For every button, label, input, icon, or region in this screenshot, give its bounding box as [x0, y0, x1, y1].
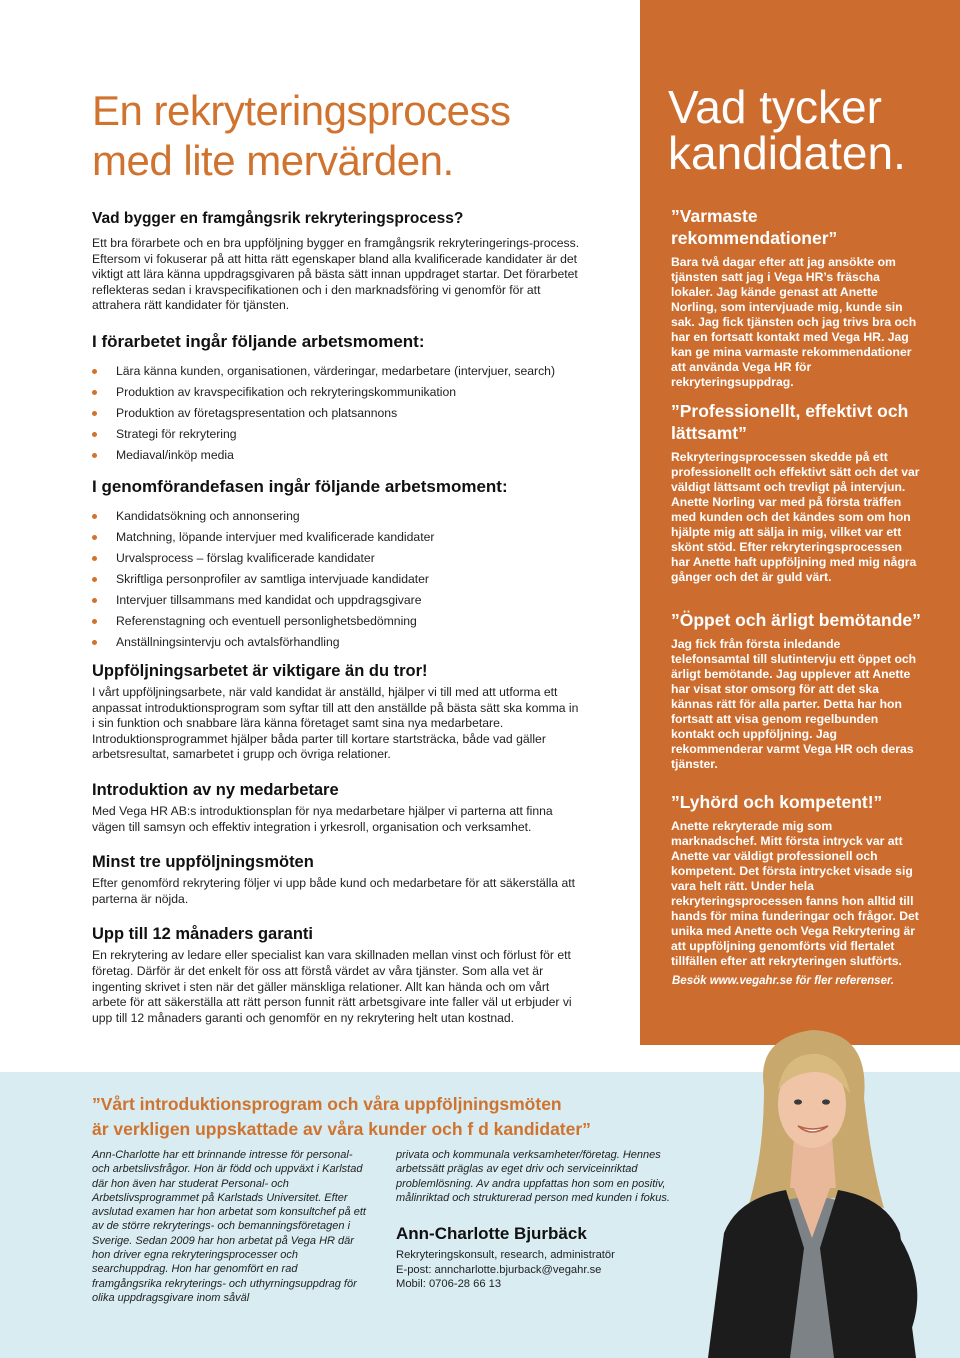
- person-email: E-post: anncharlotte.bjurback@vegahr.se: [396, 1263, 602, 1276]
- pull-quote: ”Vårt introduktionsprogram och våra uppföljningsmöten är verkligen uppskattade av våra kunder och f d kandidater”: [92, 1094, 591, 1139]
- section-heading-execution: I genomförandefasen ingår följande arbetsmoment:: [92, 476, 508, 496]
- bio-left: Ann-Charlotte har ett brinnande intresse för personal- och arbetslivsfrågor. Hon är född och uppväxt i Karlstad där hon även har studerat Personal- och Arbetslivsprogrammet på Karlstads Universitet. Efter avslutad examen har hon arbetat som konsultchef på ett av de större rekryterings- och bemanningsföretagen i Sverige. Sedan 2009 har hon arbetat på Vega HR där hon driver egna rekryteringsprocesser och searchuppdrag. Hon har genomfört en rad framgångsrika rekryterings- och uthyrningsuppdrag för olika uppdragsgivare inom såväl: [92, 1149, 366, 1304]
- main-column: [92, 86, 580, 1026]
- list-item: Produktion av kravspecifikation och rekryteringskommunikation: [92, 385, 580, 400]
- person-contact: [396, 1248, 615, 1292]
- testimonial-4: [671, 791, 921, 969]
- page-title: [92, 86, 580, 186]
- bullet-icon: [92, 556, 97, 561]
- list-item: Kandidatsökning och annonsering: [92, 509, 580, 524]
- testimonial-heading: ”Varmaste rekommendationer”: [671, 206, 838, 248]
- list-item: Produktion av företagspresentation och platsannons: [92, 406, 580, 421]
- introduction-paragraph: Med Vega HR AB:s introduktionsplan för nya medarbetare hjälper vi parterna att finna vägen till samsyn och effektiv integration i yrkesroll, organisation och verksamhet.: [92, 803, 553, 834]
- guarantee-paragraph: En rekrytering av ledare eller specialist kan vara skillnaden mellan vinst och förlust för ett företag. Därför är det enkelt för oss att förstå värdet av våra tjänster. Som alla vet är ingenting skrivet i sten när det gäller mänskliga relationer. Allt kan hända och om vårt arbete för att säkerställa att rätt person funnit rätt arbetsgivare inte faller väl ut erbjuder vi upp till 12 månaders garanti och genomför en ny rekrytering helt utan kostnad.: [92, 948, 572, 1025]
- testimonial-heading: ”Öppet och ärligt bemötande”: [671, 610, 921, 630]
- bullet-icon: [92, 640, 97, 645]
- testimonial-text: Jag fick från första inledande telefonsamtal till slutintervju ett öppet och ärligt bemötande. Jag upplever att Anette har visat stor omsorg för att det ska kännas rätt för alla parter. Detta har hon fortsatt att visa genom regelbunden kontakt och uppföljning. Jag rekommenderar varmt Vega HR och deras tjänster.: [671, 637, 917, 771]
- testimonial-2: [671, 400, 921, 585]
- list-item: Referenstagning och eventuell personlighetsbedömning: [92, 614, 580, 629]
- list-item: Strategi för rekrytering: [92, 427, 580, 442]
- section-heading-followup: Uppföljningsarbetet är viktigare än du tror!: [92, 661, 428, 680]
- bullet-icon: [92, 411, 97, 416]
- testimonial-text: Rekryteringsprocessen skedde på ett professionellt och effektivt sätt och det var väldigt lättsamt och trevligt på intervjun. Anette Norling var med på första träffen med kunden och det kändes som om hon hjälpte mig att sälja in mig, vilket var ett skönt stöd. Efter rekryteringsprocessen har Anette haft uppföljning med mig några gånger och det är guld värt.: [671, 450, 920, 584]
- bullet-icon: [92, 453, 97, 458]
- meetings-paragraph: Efter genomförd rekrytering följer vi upp både kund och medarbetare för att säkerställa att parterna är nöjda.: [92, 876, 576, 906]
- bullet-icon: [92, 369, 97, 374]
- list-item: Lära känna kunden, organisationen, värderingar, medarbetare (intervjuer, search): [92, 364, 580, 379]
- section-heading-introduction: Introduktion av ny medarbetare: [92, 780, 339, 799]
- bullet-icon: [92, 514, 97, 519]
- person-name: Ann-Charlotte Bjurbäck: [396, 1224, 587, 1243]
- person-role: Rekryteringskonsult, research, administratör: [396, 1249, 615, 1261]
- section-heading-guarantee: Upp till 12 månaders garanti: [92, 925, 313, 944]
- testimonial-1: [671, 205, 921, 390]
- list-item: Intervjuer tillsammans med kandidat och uppdragsgivare: [92, 593, 580, 608]
- preparation-list: [92, 364, 580, 463]
- intro-paragraph: Ett bra förarbete och en bra uppföljning bygger en framgångsrik rekryteringerings-process. Eftersom vi fokuserar på att hitta rätt egenskaper bland alla kvalificerade kandidater är det viktigt att lära känna uppdragsgivaren på bästa sätt innan uppdraget startar. Det förarbetet reflekteras sedan i kravspecifikationen och i den marknadsföring vi genomför för att attrahera rätt kandidater för tjänsten.: [92, 236, 580, 313]
- list-item: Mediaval/inköp media: [92, 448, 580, 463]
- portrait-photo: [694, 1018, 930, 1358]
- bio-right: privata och kommunala verksamheter/företag. Hennes arbetssätt präglas av eget driv och serviceinriktad problemlösning. Av andra uppfattas hon som en positiv, målinriktad och strukturerad person med kunden i fokus.: [396, 1149, 670, 1204]
- testimonial-text: Bara två dagar efter att jag ansökte om tjänsten satt jag i Vega HR’s fräscha lokaler. Jag kände genast att Anette Norling, som intervjuade mig, kunde sin sak. Jag fick tjänsten och jag trivs bra och har en fortsatt kontakt med Vega HR. Jag kan ge mina varmaste rekommendationer att använda Vega HR för rekryteringsuppdrag.: [671, 255, 917, 389]
- person-phone: Mobil: 0706-28 66 13: [396, 1278, 502, 1291]
- title-line-1: En rekryteringsprocess: [92, 87, 511, 134]
- testimonial-heading: ”Professionellt, effektivt och lättsamt”: [671, 401, 909, 443]
- testimonial-3: [671, 609, 921, 772]
- bullet-icon: [92, 598, 97, 603]
- panel-title: Vad tycker kandidaten.: [668, 81, 906, 179]
- title-line-2: med lite mervärden.: [92, 137, 454, 184]
- list-item: Skriftliga personprofiler av samtliga intervjuade kandidater: [92, 572, 580, 587]
- list-item: Anställningsintervju och avtalsförhandling: [92, 635, 580, 650]
- section-heading-meetings: Minst tre uppföljningsmöten: [92, 853, 314, 872]
- bullet-icon: [92, 390, 97, 395]
- testimonials-panel: [640, 0, 960, 1045]
- list-item: Matchning, löpande intervjuer med kvalificerade kandidater: [92, 530, 580, 545]
- testimonial-text: Anette rekryterade mig som marknadschef. Mitt första intryck var att Anette var väldigt professionell och kompetent. Det första intrycket visade sig vara helt rätt. Under hela rekryteringsprocessen fanns hon alltid till hands för mina funderingar och frågor. Det unika med Anette och Vega Rekrytering är att uppföljning genomförts vid flertalet tillfällen efter att rekryteringen slutförts.: [671, 819, 919, 968]
- list-item: Urvalsprocess – förslag kvalificerade kandidater: [92, 551, 580, 566]
- subheading: Vad bygger en framgångsrik rekryteringsprocess?: [92, 210, 464, 227]
- bullet-icon: [92, 432, 97, 437]
- execution-list: [92, 509, 580, 650]
- bullet-icon: [92, 619, 97, 624]
- references-link[interactable]: Besök www.vegahr.se för fler referenser.: [672, 975, 895, 987]
- bullet-icon: [92, 577, 97, 582]
- followup-paragraph: I vårt uppföljningsarbete, när vald kandidat är anställd, hjälper vi till med att utforma ett anpassat introduktionsprogram som syftar till att den anställde på bästa sätt ska komma in i sin funktion och snabbare lära känna företaget samt sina nya medarbetare. Introduktionsprogrammet hjälper båda parter till kortare startsträcka, både vad gäller arbetsresultat, samarbetet i grupp och övriga relationer.: [92, 684, 579, 762]
- bullet-icon: [92, 535, 97, 540]
- testimonial-heading: ”Lyhörd och kompetent!”: [671, 792, 883, 812]
- section-heading-preparation: I förarbetet ingår följande arbetsmoment:: [92, 331, 425, 351]
